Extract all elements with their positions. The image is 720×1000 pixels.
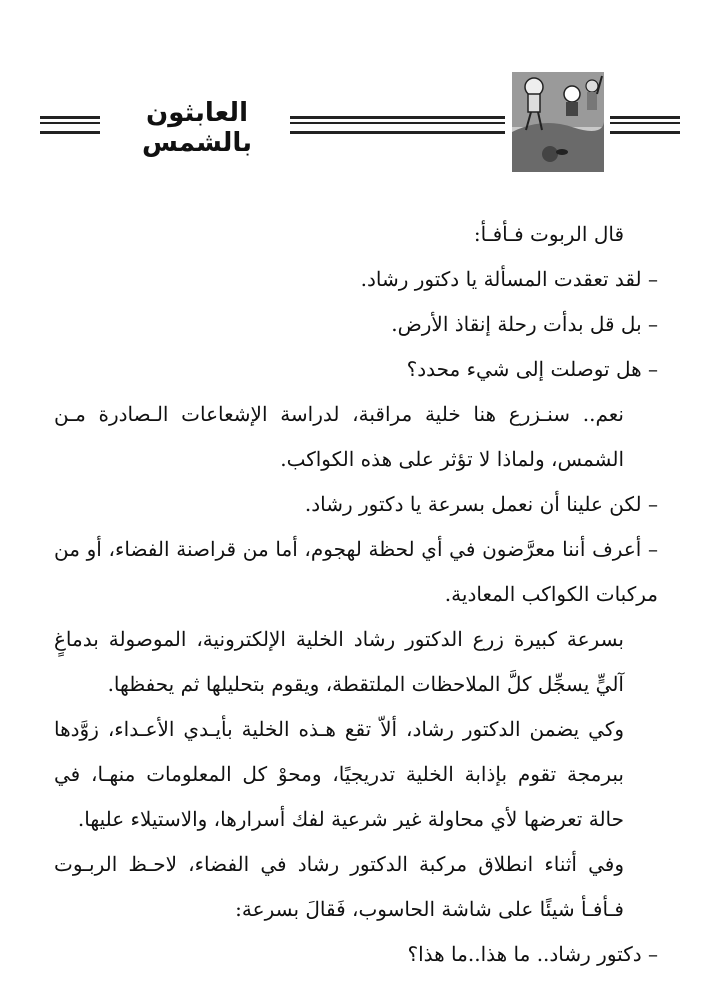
- header-illustration: [512, 72, 604, 172]
- paragraph: – بل قل بدأت رحلة إنقاذ الأرض.: [391, 312, 658, 336]
- paragraph: قال الربوت فـأفـأ:: [473, 222, 624, 246]
- paragraph: – هل توصلت إلى شيء محدد؟: [406, 357, 658, 381]
- paragraph: – لقد تعقدت المسألة يا دكتور رشاد.: [360, 267, 658, 291]
- paragraph: وفي أثناء انطلاق مركبة الدكتور رشاد في الفضاء، لاحـظ الربـوت فـأفـأ شيئًا على شاشة الحاسوب، فَقالَ بسرعة:: [54, 852, 624, 921]
- paragraph: بسرعة كبيرة زرع الدكتور رشاد الخلية الإلكترونية، الموصولة بدماغٍ آليٍّ يسجِّل كلَّ الملاحظات الملتقطة، ويقوم بتحليلها ثم يحفظها.: [54, 627, 624, 696]
- body-text: [54, 212, 658, 977]
- decorative-rule-left: [40, 116, 100, 134]
- paragraph: وكي يضمن الدكتور رشاد، ألاّ تقع هـذه الخلية بأيـدي الأعـداء، زوَّدها ببرمجة تقوم بإذابة الخلية تدريجيًا، ومحوْ كل المعلومات منهـا، في حالة تعرضها لأي محاولة غير شرعية لفك أسرارها، والاستيلاء عليها.: [54, 717, 624, 831]
- paragraph: – أعرف أننا معرَّضون في أي لحظة لهجوم، أما من قراصنة الفضاء، أو من مركبات الكواكب المعادية.: [54, 537, 658, 606]
- paragraph: نعم.. سنـزرع هنا خلية مراقبة، لدراسة الإشعاعات الـصادرة مـن الشمس، ولماذا لا تؤثر على هذه الكواكب.: [54, 402, 624, 471]
- page-header: [40, 72, 680, 182]
- paragraph: – دكتور رشاد.. ما هذا..ما هذا؟: [407, 942, 658, 966]
- series-title: العابثون بالشمس: [142, 98, 252, 158]
- paragraph: – لكن علينا أن نعمل بسرعة يا دكتور رشاد.: [304, 492, 658, 516]
- decorative-rule-right: [610, 116, 680, 134]
- decorative-rule-middle: [290, 116, 505, 134]
